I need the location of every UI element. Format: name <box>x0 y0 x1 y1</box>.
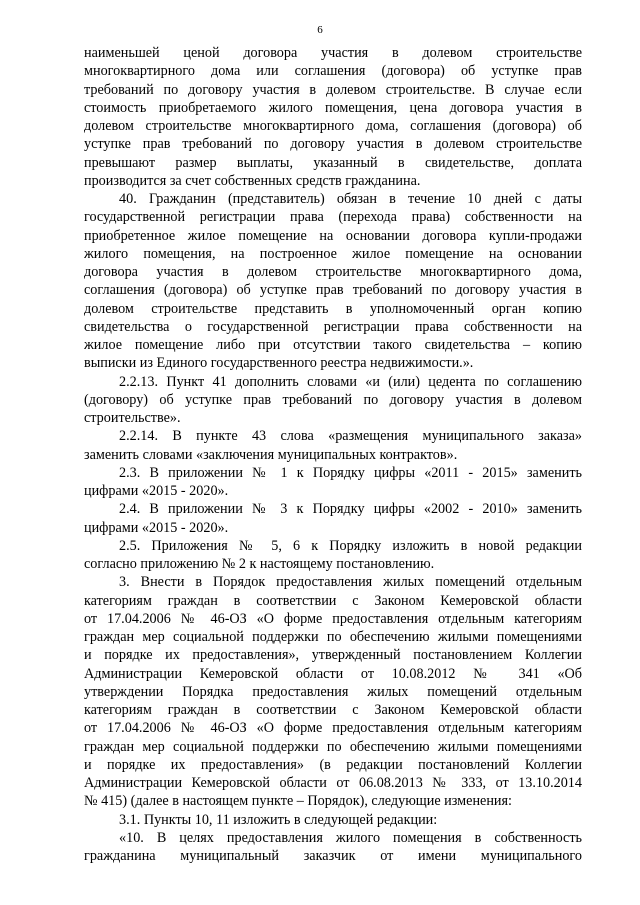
text-line: Администрации Кемеровской области от 06.08.2013 № 333, от 13.10.2014 <box>84 775 582 791</box>
text-line: и порядке их предоставления», утвержденный постановлением Коллегии <box>84 647 582 664</box>
text-line: от 17.04.2006 № 46-ОЗ «О форме предоставления отдельным категориям <box>84 720 582 737</box>
page-number: 6 <box>317 24 323 36</box>
text-line: и порядке их предоставления» (в редакции постановлений Коллегии <box>84 756 582 773</box>
text-line: приобретенное жилое помещение на основании договора купли-продажи <box>84 227 582 244</box>
text-line: строительстве». <box>84 410 181 426</box>
text-line: договора участия в долевом строительстве многоквартирного дома, <box>84 264 582 280</box>
text-line: долевом строительстве представить в уполномоченный орган копию <box>84 300 582 317</box>
text-line: граждан мер социальной поддержки по обеспечению жилыми помещениями <box>84 738 582 755</box>
text-line: гражданина муниципальный заказчик от имени муниципального <box>84 848 582 864</box>
text-line: превышают размер выплаты, указанный в свидетельстве, доплата <box>84 154 582 171</box>
text-line: 2.2.13. Пункт 41 дополнить словами «и (или) цедента по соглашению <box>119 373 582 390</box>
text-line: № 415) (далее в настоящем пункте – Порядок), следующие изменения: <box>84 793 512 810</box>
text-line: стоимость приобретаемого жилого помещения, цена договора участия в <box>84 99 582 116</box>
text-line: категориям граждан в соответствии с Законом Кемеровской области <box>84 592 582 609</box>
text-line: долевом строительстве многоквартирного дома, соглашения (договора) об <box>84 118 582 134</box>
text-line: многоквартирного дома или соглашения (договора) об уступке прав <box>84 63 582 80</box>
text-line: жилого помещения, на построенное жилое помещение на основании <box>84 245 582 262</box>
text-line: 3.1. Пункты 10, 11 изложить в следующей редакции: <box>119 811 438 828</box>
text-line: требований по договору участия в долевом строительстве. В случае если <box>84 81 582 98</box>
text-line: 2.3. В приложении № 1 к Порядку цифры «2011 - 2015» заменить <box>119 464 582 481</box>
text-line: 40. Гражданин (представитель) обязан в течение 10 дней с даты <box>119 191 582 207</box>
text-line: заменить словами «заключения муниципальных контрактов». <box>84 446 458 463</box>
text-line: наименьшей ценой договора участия в долевом строительстве <box>84 45 582 61</box>
text-line: согласно приложению № 2 к настоящему постановлению. <box>84 556 435 572</box>
text-line: 3. Внести в Порядок предоставления жилых помещений отдельным <box>119 574 582 591</box>
text-line: цифрами «2015 - 2020». <box>84 483 229 499</box>
document-body <box>84 44 582 865</box>
text-line: граждан мер социальной поддержки по обеспечению жилыми помещениями <box>84 629 582 645</box>
text-line: свидетельства о государственной регистрации права собственности на <box>84 318 582 335</box>
text-line: соглашения (договора) об уступке прав требований по договору участия в <box>84 282 582 299</box>
text-line: 2.5. Приложения № 5, 6 к Порядку изложить в новой редакции <box>119 537 582 554</box>
text-line: категориям граждан в соответствии с Законом Кемеровской области <box>84 702 582 718</box>
text-line: 2.4. В приложении № 3 к Порядку цифры «2002 - 2010» заменить <box>119 501 582 518</box>
text-line: от 17.04.2006 № 46-ОЗ «О форме предоставления отдельным категориям <box>84 610 582 627</box>
text-line: Администрации Кемеровской области от 10.08.2012 № 341 «Об <box>84 665 582 682</box>
text-line: «10. В целях предоставления жилого помещения в собственность <box>119 829 582 846</box>
text-line: уступке прав требований по договору участия в долевом строительстве <box>84 136 582 153</box>
text-line: производится за счет собственных средств гражданина. <box>84 172 421 189</box>
text-line: выписки из Единого государственного реестра недвижимости.». <box>84 355 474 372</box>
text-line: 2.2.14. В пункте 43 слова «размещения муниципального заказа» <box>119 428 582 445</box>
text-line: государственной регистрации права (перехода права) собственности на <box>84 209 582 226</box>
text-line: (договору) об уступке прав требований по договору участия в долевом <box>84 391 582 408</box>
text-line: жилое помещение либо при отсутствии такого свидетельства – копию <box>84 337 582 353</box>
text-line: утверждении Порядка предоставления жилых помещений отдельным <box>84 683 582 700</box>
text-line: цифрами «2015 - 2020». <box>84 519 229 536</box>
